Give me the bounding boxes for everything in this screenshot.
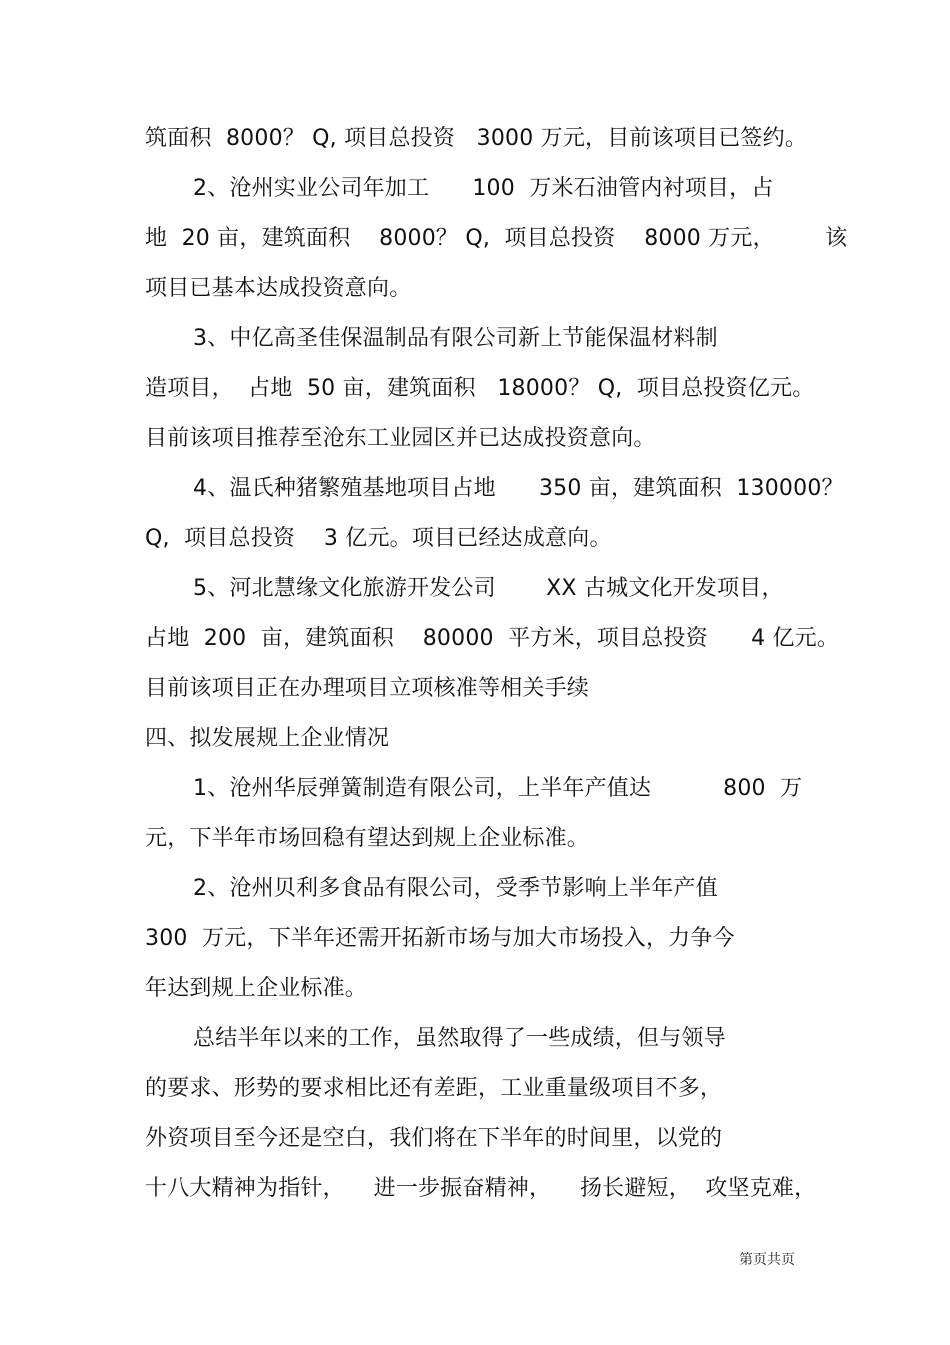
text-line-14: 1、沧州华辰弹簧制造有限公司，上半年产值达 800 万 <box>193 776 803 801</box>
text-line-8: 4、温氏种猪繁殖基地项目占地 350 亩，建筑面积 130000？ <box>193 476 844 501</box>
text-line-19: 总结半年以来的工作，虽然取得了一些成绩，但与领导 <box>193 1026 726 1051</box>
text-line-18: 年达到规上企业标准。 <box>145 976 368 1001</box>
page-footer: 第页共页 <box>739 1252 795 1268</box>
text-line-22: 十八大精神为指针， 进一步振奋精神， 扬长避短， 攻坚克难， <box>145 1176 817 1201</box>
text-line-1: 筑面积 8000？ Q, 项目总投资 3000 万元，目前该项目已签约。 <box>145 126 808 151</box>
text-line-16: 2、沧州贝利多食品有限公司，受季节影响上半年产值 <box>193 876 718 901</box>
text-line-21: 外资项目至今还是空白，我们将在下半年的时间里，以党的 <box>145 1126 723 1151</box>
text-line-7: 目前该项目推荐至沧东工业园区并已达成投资意向。 <box>145 426 656 451</box>
text-line-11: 占地 200 亩，建筑面积 80000 平方米，项目总投资 4 亿元。 <box>145 626 840 651</box>
section-heading: 四、拟发展规上企业情况 <box>145 726 390 751</box>
text-line-20: 的要求、形势的要求相比还有差距，工业重量级项目不多， <box>145 1076 723 1101</box>
text-line-17: 300 万元，下半年还需开拓新市场与加大市场投入，力争今 <box>145 926 735 951</box>
text-line-5: 3、中亿高圣佳保温制品有限公司新上节能保温材料制 <box>193 326 718 351</box>
text-line-4: 项目已基本达成投资意向。 <box>145 276 412 301</box>
text-line-15: 元，下半年市场回稳有望达到规上企业标准。 <box>145 826 590 851</box>
text-line-3: 地 20 亩，建筑面积 8000？ Q, 项目总投资 8000 万元， 该 <box>145 226 848 251</box>
text-line-6: 造项目， 占地 50 亩，建筑面积 18000？ Q, 项目总投资亿元。 <box>145 376 815 401</box>
text-line-9: Q, 项目总投资 3 亿元。项目已经达成意向。 <box>145 526 612 551</box>
text-line-10: 5、河北慧缘文化旅游开发公司 XX 古城文化开发项目， <box>193 576 784 601</box>
text-line-12: 目前该项目正在办理项目立项核准等相关手续 <box>145 676 590 701</box>
text-line-2: 2、沧州实业公司年加工 100 万米石油管内衬项目，占 <box>193 176 774 201</box>
